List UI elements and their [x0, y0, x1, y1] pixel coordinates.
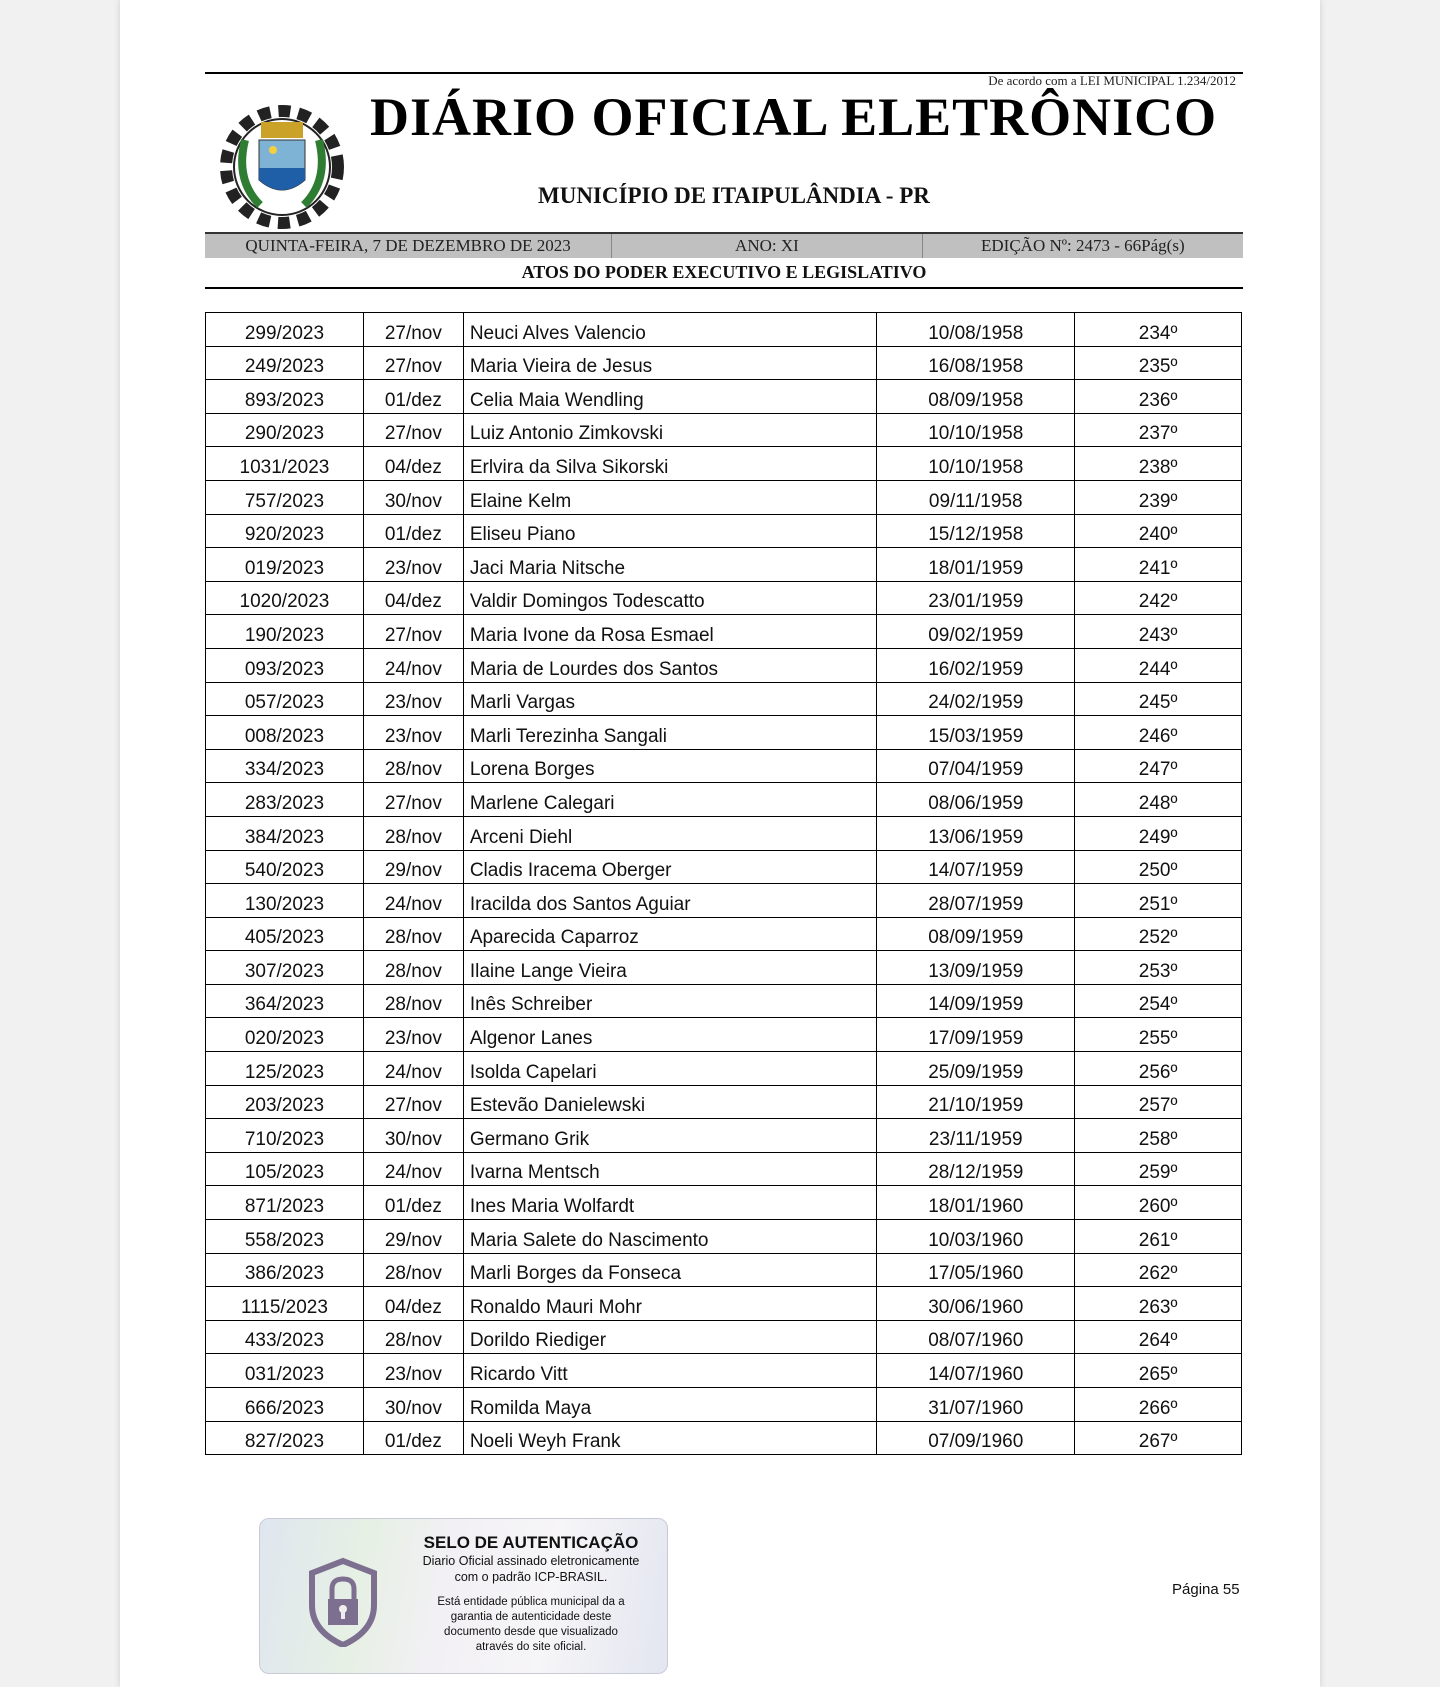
birth-date-cell: 28/12/1959: [877, 1152, 1075, 1186]
municipality-name: MUNICÍPIO DE ITAIPULÂNDIA - PR: [538, 183, 930, 208]
table-row: [206, 783, 1242, 817]
page-title: DIÁRIO OFICIAL ELETRÔNICO: [370, 87, 1218, 147]
birth-date-cell: 15/12/1958: [877, 514, 1075, 548]
table-row: [206, 716, 1242, 750]
birth-date-cell: 28/07/1959: [877, 884, 1075, 918]
birth-date-cell: 13/09/1959: [877, 951, 1075, 985]
record-date-cell: 24/nov: [363, 1052, 463, 1086]
person-name-cell: Iracilda dos Santos Aguiar: [463, 884, 877, 918]
rank-cell: 243º: [1075, 615, 1242, 649]
person-name-cell: Erlvira da Silva Sikorski: [463, 447, 877, 481]
record-number-cell: 710/2023: [206, 1119, 364, 1153]
seal-paragraph: Está entidade pública municipal da a garantia de autenticidade deste documento desde que visualizado através do site oficial.: [437, 1596, 625, 1653]
record-number-cell: 203/2023: [206, 1085, 364, 1119]
record-date-cell: 29/nov: [363, 1220, 463, 1254]
birth-date-cell: 30/06/1960: [877, 1287, 1075, 1321]
rank-cell: 254º: [1075, 984, 1242, 1018]
person-name-cell: Luiz Antonio Zimkovski: [463, 413, 877, 447]
record-date-cell: 04/dez: [363, 447, 463, 481]
rank-cell: 266º: [1075, 1388, 1242, 1422]
rank-cell: 267º: [1075, 1421, 1242, 1455]
record-date-cell: 28/nov: [363, 1253, 463, 1287]
person-name-cell: Marlene Calegari: [463, 783, 877, 817]
records-table: [205, 312, 1242, 1455]
birth-date-cell: 09/11/1958: [877, 480, 1075, 514]
record-number-cell: 386/2023: [206, 1253, 364, 1287]
person-name-cell: Ricardo Vitt: [463, 1354, 877, 1388]
rank-cell: 260º: [1075, 1186, 1242, 1220]
record-number-cell: 283/2023: [206, 783, 364, 817]
table-row: [206, 884, 1242, 918]
record-number-cell: 249/2023: [206, 346, 364, 380]
rank-cell: 245º: [1075, 682, 1242, 716]
birth-date-cell: 07/09/1960: [877, 1421, 1075, 1455]
table-row: [206, 514, 1242, 548]
table-row: [206, 548, 1242, 582]
page-number: Página 55: [1172, 1581, 1240, 1598]
rank-cell: 238º: [1075, 447, 1242, 481]
person-name-cell: Ilaine Lange Vieira: [463, 951, 877, 985]
record-date-cell: 30/nov: [363, 1388, 463, 1422]
rank-cell: 247º: [1075, 749, 1242, 783]
birth-date-cell: 14/07/1960: [877, 1354, 1075, 1388]
birth-date-cell: 16/02/1959: [877, 648, 1075, 682]
record-number-cell: 893/2023: [206, 380, 364, 414]
rank-cell: 252º: [1075, 917, 1242, 951]
record-date-cell: 24/nov: [363, 648, 463, 682]
table-row: [206, 749, 1242, 783]
birth-date-cell: 18/01/1959: [877, 548, 1075, 582]
record-date-cell: 27/nov: [363, 346, 463, 380]
birth-date-cell: 21/10/1959: [877, 1085, 1075, 1119]
birth-date-cell: 08/06/1959: [877, 783, 1075, 817]
record-date-cell: 01/dez: [363, 1421, 463, 1455]
record-date-cell: 30/nov: [363, 1119, 463, 1153]
table-row: [206, 313, 1242, 347]
record-date-cell: 28/nov: [363, 1320, 463, 1354]
record-date-cell: 28/nov: [363, 917, 463, 951]
table-row: [206, 1018, 1242, 1052]
edition-date: QUINTA-FEIRA, 7 DE DEZEMBRO DE 2023: [205, 234, 612, 258]
table-row: [206, 1253, 1242, 1287]
rank-cell: 255º: [1075, 1018, 1242, 1052]
birth-date-cell: 15/03/1959: [877, 716, 1075, 750]
rank-cell: 256º: [1075, 1052, 1242, 1086]
record-number-cell: 008/2023: [206, 716, 364, 750]
edition-year: ANO: XI: [612, 234, 922, 258]
record-number-cell: 1020/2023: [206, 581, 364, 615]
record-date-cell: 01/dez: [363, 380, 463, 414]
table-row: [206, 1320, 1242, 1354]
table-row: [206, 346, 1242, 380]
table-row: [206, 447, 1242, 481]
person-name-cell: Ines Maria Wolfardt: [463, 1186, 877, 1220]
record-number-cell: 093/2023: [206, 648, 364, 682]
rank-cell: 250º: [1075, 850, 1242, 884]
birth-date-cell: 23/11/1959: [877, 1119, 1075, 1153]
table-row: [206, 413, 1242, 447]
record-number-cell: 920/2023: [206, 514, 364, 548]
table-row: [206, 581, 1242, 615]
birth-date-cell: 08/07/1960: [877, 1320, 1075, 1354]
record-date-cell: 27/nov: [363, 783, 463, 817]
birth-date-cell: 17/09/1959: [877, 1018, 1075, 1052]
record-date-cell: 23/nov: [363, 682, 463, 716]
rank-cell: 236º: [1075, 380, 1242, 414]
seal-line-2: com o padrão ICP-BRASIL.: [454, 1570, 608, 1584]
person-name-cell: Romilda Maya: [463, 1388, 877, 1422]
birth-date-cell: 10/08/1958: [877, 313, 1075, 347]
record-number-cell: 019/2023: [206, 548, 364, 582]
table-row: [206, 951, 1242, 985]
person-name-cell: Ivarna Mentsch: [463, 1152, 877, 1186]
record-number-cell: 190/2023: [206, 615, 364, 649]
record-date-cell: 27/nov: [363, 313, 463, 347]
record-date-cell: 23/nov: [363, 1354, 463, 1388]
record-number-cell: 666/2023: [206, 1388, 364, 1422]
seal-title: SELO DE AUTENTICAÇÃO: [423, 1533, 639, 1552]
record-date-cell: 23/nov: [363, 1018, 463, 1052]
birth-date-cell: 23/01/1959: [877, 581, 1075, 615]
record-date-cell: 23/nov: [363, 716, 463, 750]
person-name-cell: Arceni Diehl: [463, 816, 877, 850]
table-row: [206, 1052, 1242, 1086]
record-number-cell: 130/2023: [206, 884, 364, 918]
person-name-cell: Isolda Capelari: [463, 1052, 877, 1086]
birth-date-cell: 24/02/1959: [877, 682, 1075, 716]
rank-cell: 253º: [1075, 951, 1242, 985]
rank-cell: 262º: [1075, 1253, 1242, 1287]
rank-cell: 263º: [1075, 1287, 1242, 1321]
table-row: [206, 816, 1242, 850]
law-note: De acordo com a LEI MUNICIPAL 1.234/2012: [988, 73, 1236, 88]
record-number-cell: 827/2023: [206, 1421, 364, 1455]
birth-date-cell: 08/09/1959: [877, 917, 1075, 951]
edition-bar: [205, 232, 1243, 258]
table-row: [206, 1354, 1242, 1388]
person-name-cell: Marli Terezinha Sangali: [463, 716, 877, 750]
person-name-cell: Inês Schreiber: [463, 984, 877, 1018]
record-number-cell: 334/2023: [206, 749, 364, 783]
rank-cell: 261º: [1075, 1220, 1242, 1254]
record-date-cell: 27/nov: [363, 413, 463, 447]
rank-cell: 240º: [1075, 514, 1242, 548]
table-row: [206, 1287, 1242, 1321]
record-date-cell: 28/nov: [363, 749, 463, 783]
record-number-cell: 384/2023: [206, 816, 364, 850]
record-number-cell: 540/2023: [206, 850, 364, 884]
seal-line-1: Diario Oficial assinado eletronicamente: [422, 1554, 640, 1568]
table-row: [206, 648, 1242, 682]
person-name-cell: Aparecida Caparroz: [463, 917, 877, 951]
table-row: [206, 1186, 1242, 1220]
record-number-cell: 290/2023: [206, 413, 364, 447]
table-row: [206, 984, 1242, 1018]
person-name-cell: Dorildo Riediger: [463, 1320, 877, 1354]
birth-date-cell: 10/10/1958: [877, 413, 1075, 447]
record-date-cell: 30/nov: [363, 480, 463, 514]
rank-cell: 259º: [1075, 1152, 1242, 1186]
record-number-cell: 105/2023: [206, 1152, 364, 1186]
person-name-cell: Jaci Maria Nitsche: [463, 548, 877, 582]
rank-cell: 242º: [1075, 581, 1242, 615]
birth-date-cell: 08/09/1958: [877, 380, 1075, 414]
rank-cell: 239º: [1075, 480, 1242, 514]
table-row: [206, 917, 1242, 951]
table-row: [206, 615, 1242, 649]
birth-date-cell: 17/05/1960: [877, 1253, 1075, 1287]
edition-number: EDIÇÃO Nº: 2473 - 66Pág(s): [981, 236, 1185, 255]
person-name-cell: Lorena Borges: [463, 749, 877, 783]
table-row: [206, 480, 1242, 514]
person-name-cell: Marli Borges da Fonseca: [463, 1253, 877, 1287]
birth-date-cell: 09/02/1959: [877, 615, 1075, 649]
person-name-cell: Eliseu Piano: [463, 514, 877, 548]
record-date-cell: 23/nov: [363, 548, 463, 582]
person-name-cell: Algenor Lanes: [463, 1018, 877, 1052]
person-name-cell: Maria Salete do Nascimento: [463, 1220, 877, 1254]
record-date-cell: 28/nov: [363, 951, 463, 985]
person-name-cell: Marli Vargas: [463, 682, 877, 716]
person-name-cell: Ronaldo Mauri Mohr: [463, 1287, 877, 1321]
table-row: [206, 850, 1242, 884]
birth-date-cell: 18/01/1960: [877, 1186, 1075, 1220]
record-number-cell: 757/2023: [206, 480, 364, 514]
rank-cell: 249º: [1075, 816, 1242, 850]
record-number-cell: 433/2023: [206, 1320, 364, 1354]
rank-cell: 244º: [1075, 648, 1242, 682]
birth-date-cell: 14/09/1959: [877, 984, 1075, 1018]
rank-cell: 237º: [1075, 413, 1242, 447]
birth-date-cell: 07/04/1959: [877, 749, 1075, 783]
rank-cell: 257º: [1075, 1085, 1242, 1119]
rank-cell: 235º: [1075, 346, 1242, 380]
birth-date-cell: 10/03/1960: [877, 1220, 1075, 1254]
birth-date-cell: 25/09/1959: [877, 1052, 1075, 1086]
record-date-cell: 29/nov: [363, 850, 463, 884]
person-name-cell: Valdir Domingos Todescatto: [463, 581, 877, 615]
person-name-cell: Maria Ivone da Rosa Esmael: [463, 615, 877, 649]
record-date-cell: 04/dez: [363, 1287, 463, 1321]
record-number-cell: 307/2023: [206, 951, 364, 985]
birth-date-cell: 14/07/1959: [877, 850, 1075, 884]
section-rule: [205, 287, 1243, 289]
record-date-cell: 04/dez: [363, 581, 463, 615]
table-row: [206, 380, 1242, 414]
person-name-cell: Elaine Kelm: [463, 480, 877, 514]
record-number-cell: 020/2023: [206, 1018, 364, 1052]
rank-cell: 234º: [1075, 313, 1242, 347]
person-name-cell: Cladis Iracema Oberger: [463, 850, 877, 884]
record-number-cell: 1031/2023: [206, 447, 364, 481]
birth-date-cell: 31/07/1960: [877, 1388, 1075, 1422]
table-row: [206, 1421, 1242, 1455]
record-date-cell: 28/nov: [363, 984, 463, 1018]
municipal-coat-of-arms-logo: [215, 100, 349, 234]
record-number-cell: 299/2023: [206, 313, 364, 347]
record-date-cell: 01/dez: [363, 514, 463, 548]
birth-date-cell: 13/06/1959: [877, 816, 1075, 850]
rank-cell: 264º: [1075, 1320, 1242, 1354]
table-row: [206, 1220, 1242, 1254]
record-number-cell: 1115/2023: [206, 1287, 364, 1321]
person-name-cell: Maria de Lourdes dos Santos: [463, 648, 877, 682]
record-date-cell: 27/nov: [363, 615, 463, 649]
person-name-cell: Celia Maia Wendling: [463, 380, 877, 414]
shield-lock-icon: [308, 1557, 378, 1647]
record-number-cell: 871/2023: [206, 1186, 364, 1220]
person-name-cell: Maria Vieira de Jesus: [463, 346, 877, 380]
table-row: [206, 1388, 1242, 1422]
person-name-cell: Germano Grik: [463, 1119, 877, 1153]
table-row: [206, 1085, 1242, 1119]
person-name-cell: Estevão Danielewski: [463, 1085, 877, 1119]
table-row: [206, 1119, 1242, 1153]
table-row: [206, 1152, 1242, 1186]
rank-cell: 248º: [1075, 783, 1242, 817]
authentication-seal: [259, 1518, 668, 1674]
section-title: ATOS DO PODER EXECUTIVO E LEGISLATIVO: [521, 262, 927, 282]
birth-date-cell: 10/10/1958: [877, 447, 1075, 481]
person-name-cell: Neuci Alves Valencio: [463, 313, 877, 347]
rank-cell: 251º: [1075, 884, 1242, 918]
record-number-cell: 364/2023: [206, 984, 364, 1018]
record-number-cell: 125/2023: [206, 1052, 364, 1086]
rank-cell: 258º: [1075, 1119, 1242, 1153]
person-name-cell: Noeli Weyh Frank: [463, 1421, 877, 1455]
rank-cell: 246º: [1075, 716, 1242, 750]
table-row: [206, 682, 1242, 716]
birth-date-cell: 16/08/1958: [877, 346, 1075, 380]
rank-cell: 241º: [1075, 548, 1242, 582]
record-number-cell: 558/2023: [206, 1220, 364, 1254]
record-date-cell: 28/nov: [363, 816, 463, 850]
record-number-cell: 031/2023: [206, 1354, 364, 1388]
record-number-cell: 405/2023: [206, 917, 364, 951]
record-date-cell: 24/nov: [363, 1152, 463, 1186]
record-date-cell: 27/nov: [363, 1085, 463, 1119]
rank-cell: 265º: [1075, 1354, 1242, 1388]
record-date-cell: 01/dez: [363, 1186, 463, 1220]
record-number-cell: 057/2023: [206, 682, 364, 716]
record-date-cell: 24/nov: [363, 884, 463, 918]
